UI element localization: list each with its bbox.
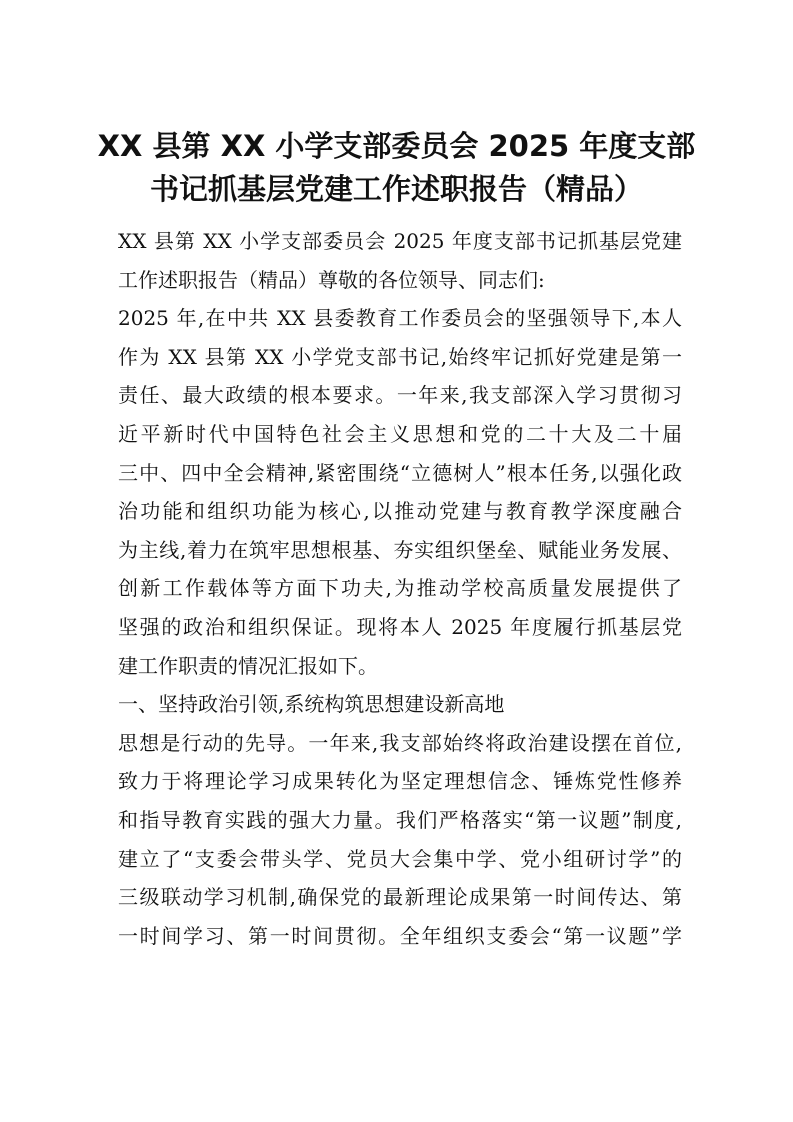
body-line: 工作述职报告（精品）尊敬的各位领导、同志们: [118, 267, 545, 292]
title-line-1: XX 县第 XX 小学支部委员会 2025 年度支部 [97, 129, 696, 163]
body-line: 一时间学习、第一时间贯彻。全年组织支委会“第一议题”学 [118, 923, 682, 948]
body-line: 三级联动学习机制,确保党的最新理论成果第一时间传达、第 [118, 885, 682, 910]
body-line: 三中、四中全会精神,紧密围绕“立德树人”根本任务,以强化政 [118, 460, 682, 485]
section-heading: 一、坚持政治引领,系统构筑思想建设新高地 [118, 692, 505, 717]
body-line: 作为 XX 县第 XX 小学党支部书记,始终牢记抓好党建是第一 [118, 344, 682, 369]
title-line-2: 书记抓基层党建工作述职报告（精品） [149, 172, 643, 206]
body-line: 和指导教育实践的强大力量。我们严格落实“第一议题”制度, [118, 807, 682, 832]
document-body [118, 222, 682, 955]
body-line: 致力于将理论学习成果转化为坚定理想信念、锤炼党性修养 [118, 769, 682, 794]
body-line: 为主线,着力在筑牢思想根基、夯实组织堡垒、赋能业务发展、 [118, 537, 682, 562]
body-line: XX 县第 XX 小学支部委员会 2025 年度支部书记抓基层党建 [118, 229, 682, 253]
body-line: 治功能和组织功能为核心,以推动党建与教育教学深度融合 [118, 499, 682, 524]
body-line: 建工作职责的情况汇报如下。 [118, 653, 378, 678]
document-title [0, 125, 793, 211]
body-line: 建立了“支委会带头学、党员大会集中学、党小组研讨学”的 [118, 846, 682, 871]
body-line: 近平新时代中国特色社会主义思想和党的二十大及二十届 [118, 421, 682, 446]
body-line: 创新工作载体等方面下功夫,为推动学校高质量发展提供了 [118, 576, 682, 601]
body-line: 思想是行动的先导。一年来,我支部始终将政治建设摆在首位, [118, 730, 682, 755]
body-line: 坚强的政治和组织保证。现将本人 2025 年度履行抓基层党 [118, 614, 682, 639]
body-line: 2025 年,在中共 XX 县委教育工作委员会的坚强领导下,本人 [118, 306, 682, 331]
body-line: 责任、最大政绩的根本要求。一年来,我支部深入学习贯彻习 [118, 383, 682, 408]
